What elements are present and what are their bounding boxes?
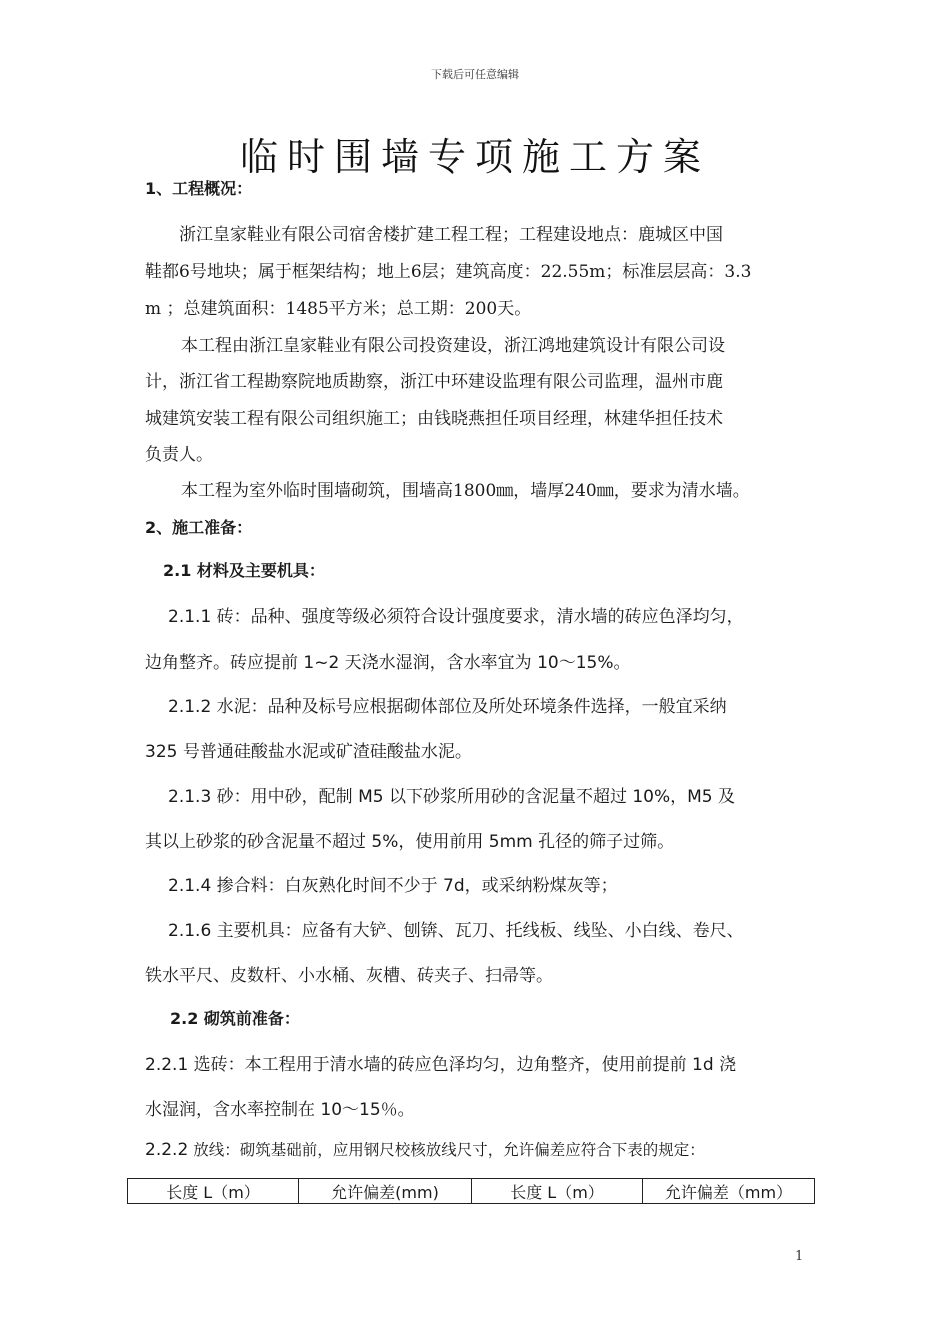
item-2-2-1-line-1: 2.2.1 选砖：本工程用于清水墙的砖应色泽均匀，边角整齐，使用前提前 1d 浇	[145, 1055, 737, 1075]
para-2-line-4: 负责人。	[145, 445, 213, 465]
item-2-1-2-line-2: 325 号普通硅酸盐水泥或矿渣硅酸盐水泥。	[145, 742, 472, 762]
header-note: 下载后可任意编辑	[431, 68, 519, 81]
table-header-cell: 长度 L（m）	[128, 1179, 299, 1204]
para-2-line-2: 计，浙江省工程勘察院地质勘察，浙江中环建设监理有限公司监理，温州市鹿	[145, 372, 723, 392]
tolerance-table	[127, 1178, 815, 1204]
table-header-cell: 允许偏差（mm）	[643, 1179, 815, 1204]
item-2-1-4: 2.1.4 掺合料：白灰熟化时间不少于 7d，或采纳粉煤灰等；	[168, 876, 618, 896]
item-2-2-1-line-2: 水湿润，含水率控制在 10～15％。	[145, 1100, 415, 1120]
para-1-line-3: m ；总建筑面积：1485平方米；总工期：200天。	[145, 299, 532, 319]
item-2-1-3-line-1: 2.1.3 砂：用中砂，配制 M5 以下砂浆所用砂的含泥量不超过 10%，M5 及	[168, 787, 736, 807]
para-2-line-1: 本工程由浙江皇家鞋业有限公司投资建设，浙江鸿地建筑设计有限公司设	[181, 336, 725, 356]
item-2-2-2: 2.2.2 放线：砌筑基础前，应用钢尺校核放线尺寸，允许偏差应符合下表的规定：	[145, 1140, 705, 1160]
table-header-cell: 长度 L（m）	[472, 1179, 643, 1204]
para-1-line-2: 鞋都6号地块；属于框架结构；地上6层；建筑高度：22.55m；标准层层高：3.3	[145, 262, 752, 282]
table-header-cell: 允许偏差(mm)	[299, 1179, 472, 1204]
item-2-1-2-line-1: 2.1.2 水泥：品种及标号应根据砌体部位及所处环境条件选择，一般宜采纳	[168, 697, 727, 717]
section-2-1-heading: 2.1 材料及主要机具：	[163, 561, 325, 580]
para-2-line-3: 城建筑安装工程有限公司组织施工；由钱晓燕担任项目经理，林建华担任技术	[145, 409, 723, 429]
item-2-1-3-line-2: 其以上砂浆的砂含泥量不超过 5%，使用前用 5mm 孔径的筛子过筛。	[145, 832, 675, 852]
page-title: 临时围墙专项施工方案	[239, 135, 710, 179]
table-header-row	[128, 1179, 815, 1204]
section-2-heading: 2、施工准备：	[145, 518, 253, 537]
item-2-1-6-line-2: 铁水平尺、皮数杆、小水桶、灰槽、砖夹子、扫帚等。	[145, 966, 553, 986]
item-2-1-1-line-1: 2.1.1 砖：品种、强度等级必须符合设计强度要求，清水墙的砖应色泽均匀，	[168, 607, 744, 627]
section-1-heading: 1、工程概况：	[145, 179, 253, 198]
section-2-2-heading: 2.2 砌筑前准备：	[170, 1009, 300, 1028]
item-2-1-6-line-1: 2.1.6 主要机具：应备有大铲、刨锛、瓦刀、托线板、线坠、小白线、卷尺、	[168, 921, 744, 941]
para-3: 本工程为室外临时围墙砌筑，围墙高1800㎜，墙厚240㎜，要求为清水墙。	[181, 481, 750, 501]
item-2-1-1-line-2: 边角整齐。砖应提前 1~2 天浇水湿润，含水率宜为 10～15%。	[145, 653, 631, 673]
page-number: 1	[795, 1249, 804, 1264]
para-1-line-1: 浙江皇家鞋业有限公司宿舍楼扩建工程工程；工程建设地点：鹿城区中国	[179, 225, 723, 245]
